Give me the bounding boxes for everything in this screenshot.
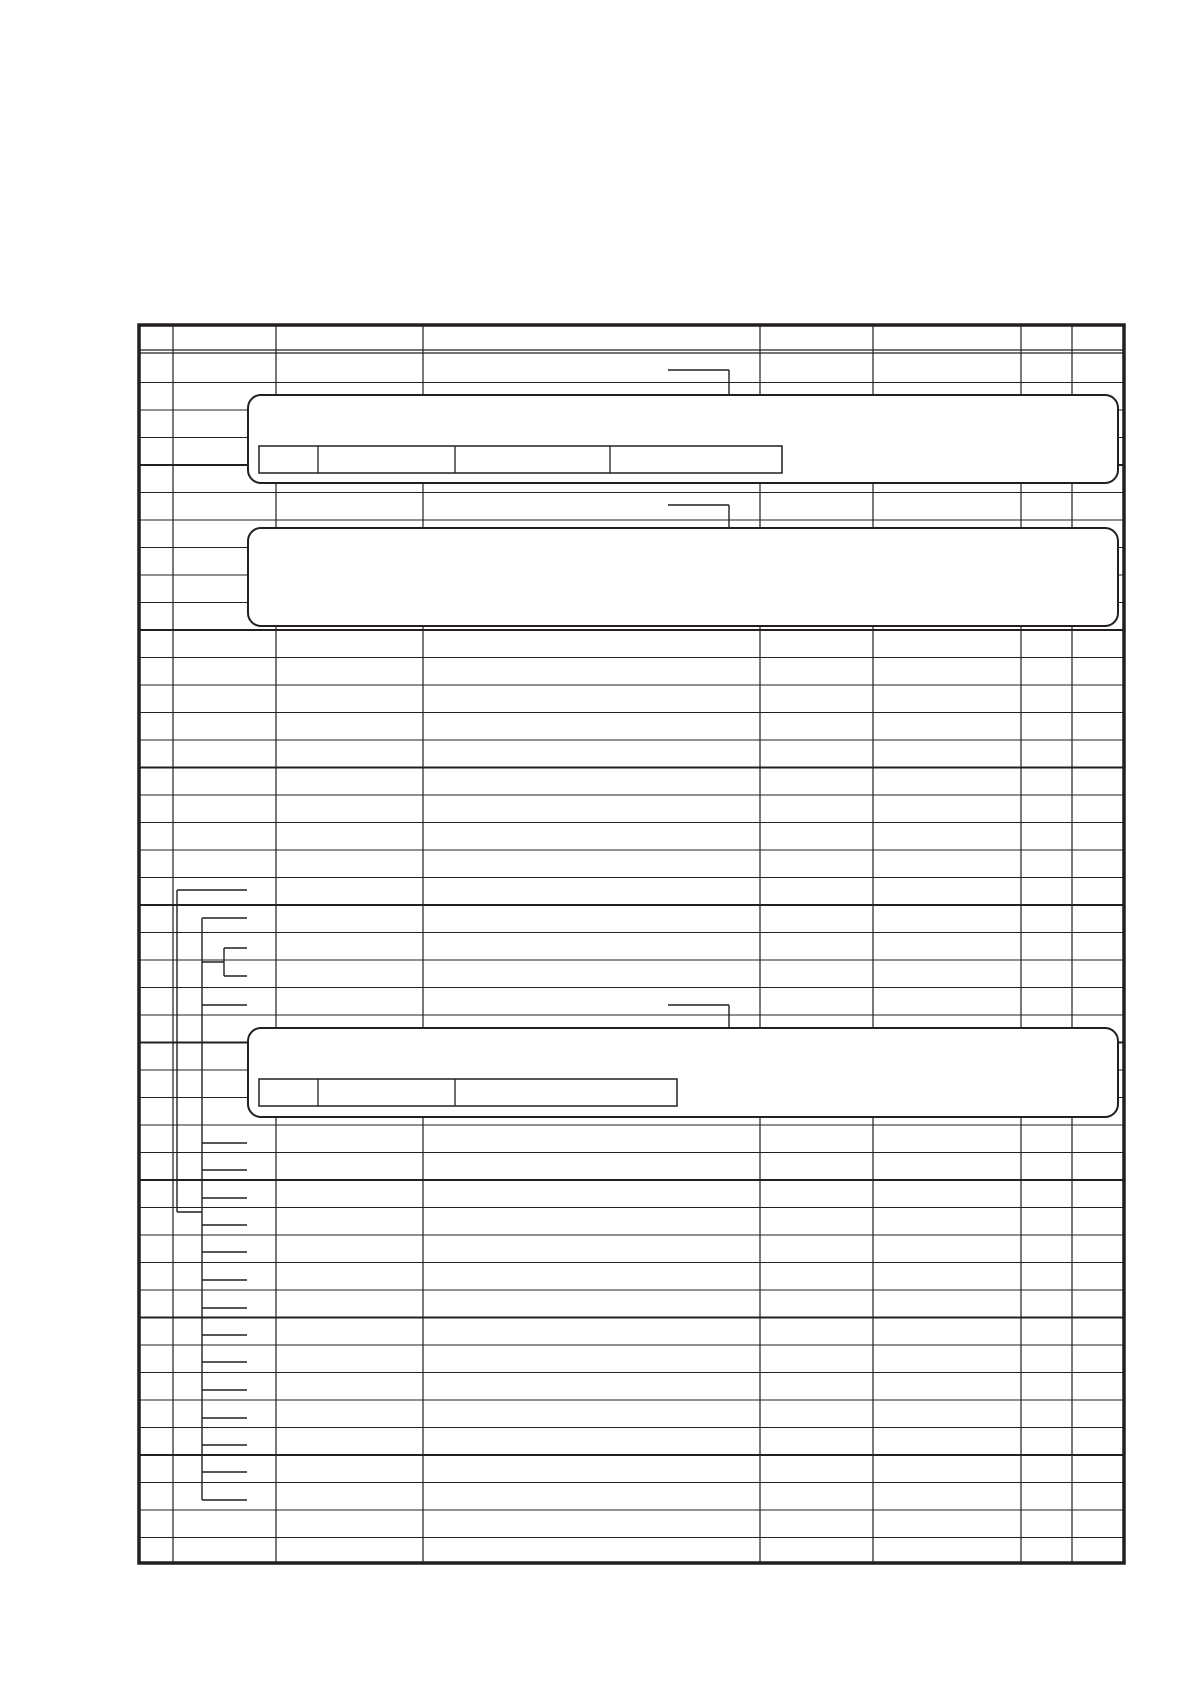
- callout-box-1: [248, 395, 1118, 483]
- callout-box-3: [248, 1028, 1118, 1117]
- table-grid: [139, 325, 1124, 1563]
- callout-box-2: [248, 528, 1118, 626]
- tree-connectors: [177, 890, 247, 1500]
- table-frame: [139, 325, 1124, 1563]
- callouts: [248, 370, 1118, 1117]
